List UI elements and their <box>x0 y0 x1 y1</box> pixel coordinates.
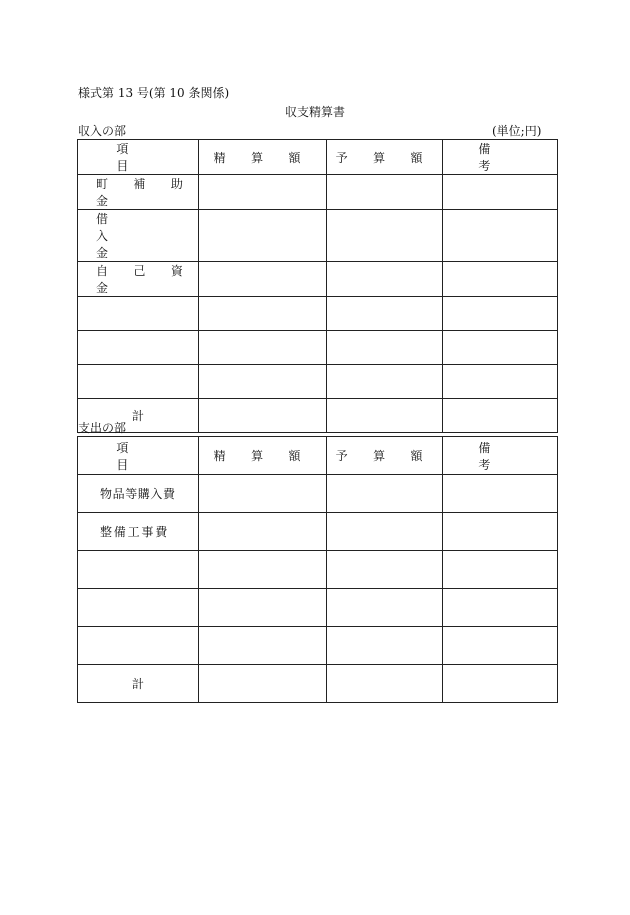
remarks-cell <box>443 297 558 331</box>
budget-cell <box>327 513 443 551</box>
budget-cell <box>327 297 443 331</box>
column-header-budget: 予 算 額 <box>327 437 443 475</box>
settlement-cell <box>199 262 327 297</box>
column-header-settlement: 精 算 額 <box>199 437 327 475</box>
table-row <box>78 475 558 513</box>
remarks-cell <box>443 513 558 551</box>
income-table <box>77 139 565 433</box>
remarks-cell <box>443 627 558 665</box>
budget-cell <box>327 627 443 665</box>
table-row <box>78 262 558 297</box>
remarks-cell <box>443 399 558 433</box>
table-row <box>78 551 558 589</box>
table-row <box>78 589 558 627</box>
budget-cell <box>327 262 443 297</box>
column-header-budget: 予 算 額 <box>327 140 443 175</box>
budget-cell <box>327 475 443 513</box>
remarks-cell <box>443 331 558 365</box>
column-header-item: 項 目 <box>78 140 199 175</box>
remarks-cell <box>443 175 558 210</box>
row-label <box>78 551 199 589</box>
expense-table <box>77 436 565 703</box>
remarks-cell <box>443 210 558 262</box>
settlement-cell <box>199 513 327 551</box>
form-number: 様式第 13 号(第 10 条関係) <box>78 86 230 100</box>
total-label: 計 <box>78 399 199 433</box>
remarks-cell <box>443 365 558 399</box>
table-row <box>78 365 558 399</box>
settlement-cell <box>199 665 327 703</box>
document-title: 収支精算書 <box>284 105 345 119</box>
income-header-row <box>78 140 558 175</box>
expense-section-heading: 支出の部 <box>78 421 127 435</box>
column-header-item: 項 目 <box>78 437 199 475</box>
table-row <box>78 627 558 665</box>
column-header-remarks: 備 考 <box>443 437 558 475</box>
remarks-cell <box>443 665 558 703</box>
row-label: 物品等購入費 <box>78 475 199 513</box>
total-label: 計 <box>78 665 199 703</box>
budget-cell <box>327 665 443 703</box>
row-label <box>78 627 199 665</box>
remarks-cell <box>443 589 558 627</box>
row-label: 整備工事費 <box>78 513 199 551</box>
budget-cell <box>327 331 443 365</box>
table-row <box>78 513 558 551</box>
settlement-cell <box>199 297 327 331</box>
remarks-cell <box>443 475 558 513</box>
settlement-cell <box>199 551 327 589</box>
budget-cell <box>327 175 443 210</box>
budget-cell <box>327 365 443 399</box>
budget-cell <box>327 589 443 627</box>
row-label: 借 入 金 <box>78 210 199 262</box>
expense-total-row <box>78 665 558 703</box>
settlement-cell <box>199 627 327 665</box>
settlement-cell <box>199 331 327 365</box>
remarks-cell <box>443 262 558 297</box>
unit-note: (単位;円) <box>492 124 542 138</box>
settlement-cell <box>199 589 327 627</box>
expense-header-row <box>78 437 558 475</box>
budget-cell <box>327 399 443 433</box>
budget-cell <box>327 551 443 589</box>
column-header-remarks: 備 考 <box>443 140 558 175</box>
settlement-cell <box>199 175 327 210</box>
row-label <box>78 589 199 627</box>
row-label: 自 己 資 金 <box>78 262 199 297</box>
settlement-cell <box>199 475 327 513</box>
settlement-cell <box>199 210 327 262</box>
row-label <box>78 331 199 365</box>
table-row <box>78 210 558 262</box>
column-header-settlement: 精 算 額 <box>199 140 327 175</box>
table-row <box>78 175 558 210</box>
income-total-row <box>78 399 558 433</box>
table-row <box>78 331 558 365</box>
row-label: 町 補 助 金 <box>78 175 199 210</box>
settlement-cell <box>199 365 327 399</box>
table-row <box>78 297 558 331</box>
row-label <box>78 297 199 331</box>
budget-cell <box>327 210 443 262</box>
settlement-cell <box>199 399 327 433</box>
income-section-heading: 収入の部 <box>78 124 127 138</box>
row-label <box>78 365 199 399</box>
remarks-cell <box>443 551 558 589</box>
